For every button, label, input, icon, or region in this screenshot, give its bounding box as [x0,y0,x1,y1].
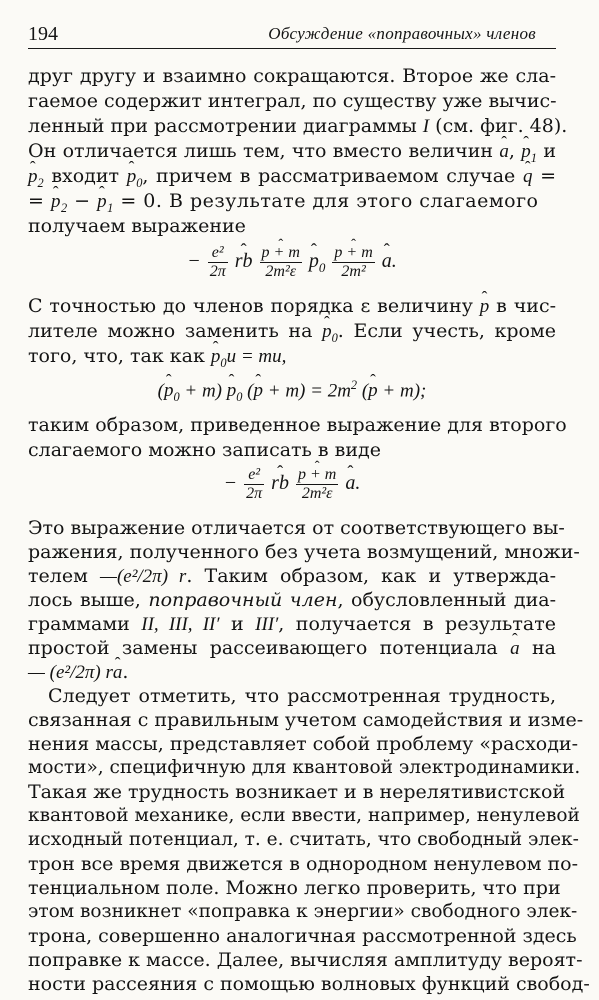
subscript: 0 [173,390,180,405]
subscript: 0 [220,355,227,370]
superscript: 2 [350,378,358,392]
text-line: мости», специфичную для квантовой электродинамики. [28,757,581,778]
text-span: в чис- [496,295,556,317]
subscript: 2 [60,200,68,215]
fraction-numerator: e² [244,466,264,485]
punctuation: . [391,250,397,273]
math-text: + m) = 2m [263,380,351,402]
text-span: граммами [28,613,130,635]
text-span: лось выше, [28,589,141,611]
emphasized-term: поправочный член [148,589,338,611]
minus-sign: − [187,250,201,273]
text-line: тенциальном поле. Можно легко проверить, что при [28,877,561,899]
math-symbol: ˆ p [480,295,490,319]
math-symbol: ˆ p [254,380,264,402]
math-text: ( [357,380,369,402]
text-line: гаемое содержит интеграл, по существу уже вычис- [28,90,557,112]
math-symbol: ˆ p [164,380,174,402]
text-span: Он отличается лишь тем, что вместо величин [28,140,494,162]
text-line [28,344,556,375]
math-symbol: ˆ p [127,165,137,189]
math-symbol: ˆ a [345,472,355,495]
math-expression: — (e²/2π) r [28,662,113,683]
math-symbol: ˆ q [523,165,533,189]
text-line [28,636,556,661]
formula-3 [28,466,556,503]
math-symbol: ˆ p [97,190,107,214]
text-line: связанная с правильным учетом самодействия и изме- [28,709,584,731]
math-expression: III′ [255,614,279,635]
math-symbol: ˆ a [499,140,509,164]
text-span: лителе можно заменить на [28,320,313,342]
running-title: Обсуждение «поправочных» членов [268,24,536,43]
text-line: этом возникнет «поправка к энергии» свободного элек- [28,901,578,922]
text-line [28,612,556,637]
text-span: на [531,637,556,659]
text-line: слагаемого можно записать в виде [28,439,381,461]
text-line [28,564,556,589]
text-line: ности рассеяния с помощью волновых функций свобод- [28,973,590,995]
text-span: , причем в рассматриваемом случае [142,165,523,187]
text-line: ражения, полученного без учета возмущений, множи- [28,541,580,563]
math-symbol: ˆ rb [271,472,289,495]
text-line: друг другу и взаимно сокращаются. Второе же сла- [28,65,556,87]
text-span: , получается в результате [278,613,556,635]
text-span: − [67,190,98,212]
subscript: 2 [37,175,44,190]
text-span: и [231,613,244,635]
math-symbol: ˆ p [211,345,221,369]
text-span: = [28,190,51,212]
text-line [28,294,556,319]
text-span: и [536,140,556,162]
text-span: (см. фиг. 48). [435,115,568,137]
text-span: телем [28,565,88,587]
text-span: простой замены рассеивающего потенциала [28,637,498,659]
math-symbol: ˆ a [510,637,520,661]
subscript: 1 [530,150,537,165]
math-symbol: ˆ p [309,250,319,273]
text-span: , обусловленный диа- [337,589,557,611]
text-line [28,660,556,685]
text-line: исходный потенциал, т. е. считать, что свободный элек- [28,829,579,850]
math-symbol: ˆ p [51,190,61,214]
text-line: квантовой механике, если ввести, например, ненулевой [28,805,580,826]
fraction-numerator: ˆ p + m [260,244,302,263]
text-line: Такая же трудность возникает и в нерелятивистской [28,781,566,803]
math-symbol: ˆ p [322,320,332,344]
math-text: ( [242,380,254,402]
text-line: таким образом, приведенное выражение для второго [28,414,567,436]
text-line: Следует отметить, что рассмотренная трудность, [48,685,556,707]
text-span: , [508,140,522,162]
minus-sign: − [223,472,238,495]
subscript: 0 [318,260,326,276]
text-span: С точностью до членов порядка ε величину [28,295,473,317]
math-symbol: ˆ p [227,380,237,402]
text-span: входит [43,165,127,187]
fraction-denominator: 2m² [341,263,366,280]
math-symbol: ˆ rb [235,250,253,273]
math-symbol: ˆ p [521,140,531,164]
math-expression: u = mu, [226,346,287,367]
math-text: + m) [179,380,227,402]
math-expression: —(e²/2π) r [100,566,187,587]
text-span: = [532,165,557,187]
fraction-denominator: 2m²ε [301,485,333,502]
formula-2 [28,378,556,405]
text-line: Это выражение отличается от соответствующего вы- [28,517,565,539]
fraction-denominator: 2π [246,485,263,502]
subscript: 1 [107,200,114,215]
math-symbol: ˆ a [382,250,392,273]
text-line [28,588,556,612]
fraction-numerator: ˆ p + m [332,244,374,263]
math-text: ( [157,380,164,402]
math-symbol: ˆ p [28,165,38,189]
subscript: 0 [136,175,143,190]
math-symbol: ˆ a [113,661,123,685]
page-number: 194 [28,23,58,45]
text-span: . Если учесть, кроме [337,320,557,342]
text-span: ленный при рассмотрении диаграммы [28,115,417,137]
text-line: трона, совершенно аналогичная рассмотренной здесь [28,925,577,947]
punctuation: . [122,661,129,683]
text-line: получаем выражение [28,215,246,237]
fraction-numerator: ˆ p + m [296,466,338,485]
punctuation: . [355,472,361,495]
formula-1 [28,244,556,281]
text-span: того, что, так как [28,345,211,367]
math-expression: II, III, II′ [141,614,220,635]
fraction-denominator: 2m²ε [265,263,297,280]
text-span: . Таким образом, как и утвержда- [186,565,556,587]
text-line: трон все время движется в однородном ненулевом по- [28,853,579,875]
text-span: = 0. В результате для этого слагаемого [113,190,539,212]
page-header [28,22,556,49]
fraction-numerator: e² [208,244,228,263]
text-line: нения массы, представляет собой проблему «расходи- [28,733,579,755]
subscript: 0 [331,330,338,345]
subscript: 0 [236,390,243,405]
math-symbol: I [422,116,430,137]
math-text: + m); [377,380,427,402]
text-line [28,114,568,139]
text-line: поправке к массе. Далее, вычисляя амплитуду вероят- [28,949,583,971]
fraction-denominator: 2π [209,263,226,280]
math-symbol: ˆ p [368,380,378,402]
